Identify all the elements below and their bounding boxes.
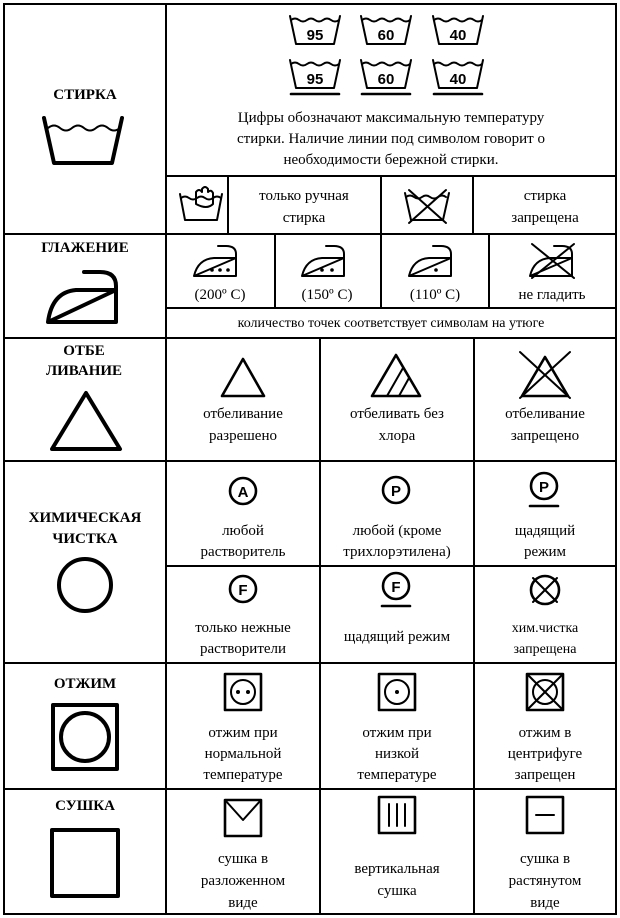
spin-square-circle-icon: [53, 705, 117, 769]
dry-clean-f-icon: [230, 576, 256, 602]
iron-note: количество точек соответствует символам на утюге: [237, 316, 545, 331]
wash-title: СТИРКА: [53, 87, 117, 103]
no-wash-label-1: стирка: [523, 188, 567, 204]
bleach-forbidden-icon: [520, 352, 570, 398]
wash-temp-row-2: [290, 60, 483, 94]
dry-stretched-label-3: виде: [530, 895, 560, 911]
wash-note-line-3: необходимости бережной стирки.: [283, 152, 499, 168]
dry-vertical-label-2: сушка: [377, 883, 417, 899]
gentle-mode-label: щадящий режим: [343, 629, 451, 645]
dry-clean-title-2: ЧИСТКА: [52, 531, 118, 547]
svg-text:A: A: [237, 484, 249, 501]
dry-vertical-icon: [379, 797, 415, 833]
spin-low-label-1: отжим при: [362, 725, 432, 741]
spin-normal-icon: [225, 674, 261, 710]
spin-normal-label-2: нормальной: [204, 746, 282, 762]
svg-text:F: F: [391, 579, 401, 596]
svg-text:60: 60: [377, 27, 395, 44]
dry-flat-label-1: сушка в: [217, 851, 269, 867]
svg-text:40: 40: [449, 27, 467, 44]
iron-110-label: (110º C): [409, 287, 461, 303]
hand-wash-label-2: стирка: [282, 210, 326, 226]
mild-solvents-label-2: растворители: [199, 641, 287, 657]
wash-40-icon: [433, 16, 483, 44]
dry-stretched-icon: [527, 797, 563, 833]
bleach-forbidden-label-2: запрещено: [510, 428, 580, 444]
any-solvent-label-2: растворитель: [200, 544, 286, 560]
wash-95-gentle-icon: [290, 60, 340, 94]
bleach-title-2: ЛИВАНИЕ: [45, 363, 123, 379]
dry-clean-a-icon: [230, 478, 256, 504]
iron-110-icon: [409, 246, 451, 276]
iron-title: ГЛАЖЕНИЕ: [41, 240, 129, 256]
mild-solvents-label-1: только нежные: [195, 620, 291, 636]
wash-60-gentle-icon: [361, 60, 411, 94]
bleach-title-1: ОТБЕ: [63, 343, 105, 359]
bleach-allowed-label-1: отбеливание: [203, 406, 283, 422]
wash-temp-row-1: [290, 16, 483, 44]
dry-clean-forbidden-icon: [531, 576, 559, 604]
spin-forbidden-label-3: запрещен: [514, 767, 576, 783]
dry-flat-label-3: виде: [228, 895, 258, 911]
iron-200-icon: [194, 246, 236, 276]
dry-clean-p-icon: [383, 477, 409, 503]
iron-150-icon: [302, 246, 344, 276]
iron-icon: [48, 272, 116, 322]
wash-note-line-1: Цифры обозначают максимальную температуру: [237, 110, 545, 126]
gentle-label-2: режим: [523, 544, 567, 560]
spin-forbidden-label-2: центрифуге: [507, 746, 583, 762]
svg-text:F: F: [238, 582, 248, 599]
svg-text:60: 60: [377, 71, 395, 88]
no-wash-icon: [405, 190, 449, 223]
dry-stretched-label-1: сушка в: [519, 851, 571, 867]
spin-low-label-2: низкой: [374, 746, 420, 762]
spin-forbidden-icon: [527, 674, 563, 710]
iron-200-label: (200º C): [194, 287, 246, 303]
wash-basin-icon: [44, 118, 122, 163]
bleach-no-chlorine-icon: [372, 355, 420, 396]
gentle-label-1: щадящий: [514, 523, 576, 539]
spin-low-label-3: температуре: [357, 767, 437, 783]
svg-text:P: P: [538, 479, 550, 496]
dry-stretched-label-2: растянутом: [508, 873, 582, 889]
dry-title: СУШКА: [55, 798, 115, 814]
hand-wash-icon: [180, 187, 222, 220]
bleach-triangle-icon: [52, 393, 120, 449]
svg-text:95: 95: [306, 27, 324, 44]
wash-note-line-2: стирки. Наличие линии под символом говорит о: [237, 131, 545, 147]
bleach-allowed-icon: [222, 359, 264, 396]
wash-60-icon: [361, 16, 411, 44]
hand-wash-label-1: только ручная: [259, 188, 349, 204]
bleach-forbidden-label-1: отбеливание: [505, 406, 585, 422]
dry-flat-label-2: разложенном: [200, 873, 286, 889]
no-wash-label-2: запрещена: [511, 210, 579, 226]
spin-title: ОТЖИМ: [53, 676, 117, 692]
wash-95-icon: [290, 16, 340, 44]
wash-40-gentle-icon: [433, 60, 483, 94]
svg-text:95: 95: [306, 71, 324, 88]
dry-vertical-label-1: вертикальная: [354, 861, 440, 877]
no-iron-icon: [530, 244, 574, 278]
iron-150-label: (150º C): [301, 287, 353, 303]
any-solvent-label-1: любой: [222, 523, 264, 539]
spin-normal-label-1: отжим при: [208, 725, 278, 741]
spin-forbidden-label-1: отжим в: [518, 725, 572, 741]
spin-normal-label-3: температуре: [203, 767, 283, 783]
any-except-label-1: любой (кроме: [352, 523, 442, 539]
spin-low-icon: [379, 674, 415, 710]
svg-text:P: P: [390, 483, 402, 500]
no-iron-label: не гладить: [518, 287, 586, 303]
dry-square-icon: [52, 830, 118, 896]
dry-clean-title-1: ХИМИЧЕСКАЯ: [28, 510, 142, 526]
dry-flat-icon: [225, 800, 261, 836]
dry-clean-p-gentle-icon: [530, 473, 558, 506]
dry-clean-f-gentle-icon: [382, 573, 410, 606]
bleach-no-chlorine-label-2: хлора: [378, 428, 416, 444]
bleach-no-chlorine-label-1: отбеливать без: [350, 406, 444, 422]
dry-clean-forbidden-label-2: запрещена: [513, 642, 577, 657]
dry-clean-circle-icon: [59, 559, 111, 611]
bleach-allowed-label-2: разрешено: [209, 428, 277, 444]
svg-text:40: 40: [449, 71, 467, 88]
any-except-label-2: трихлорэтилена): [343, 544, 451, 560]
dry-clean-forbidden-label-1: хим.чистка: [511, 621, 579, 636]
